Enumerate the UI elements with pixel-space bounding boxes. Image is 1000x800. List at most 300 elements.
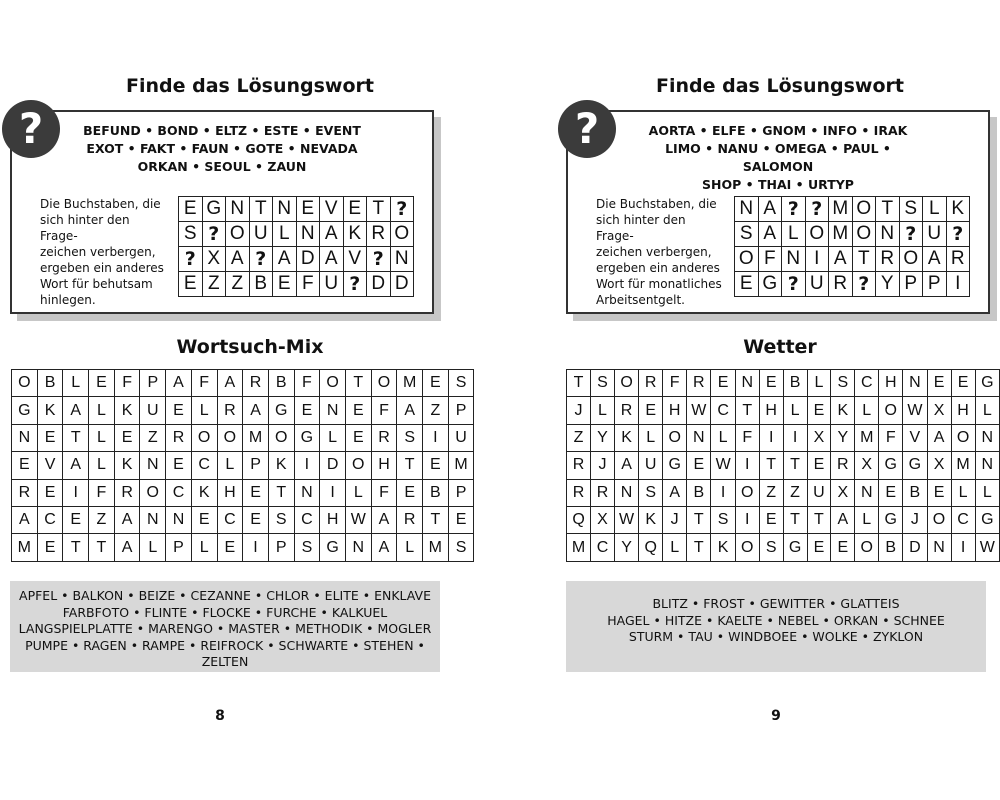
instruction-line: ergeben ein anderes (596, 261, 720, 275)
grid-cell: I (946, 272, 970, 297)
word-line: BLITZ • FROST • GEWITTER • GLATTEIS (652, 596, 900, 611)
grid-cell: L (783, 397, 807, 424)
grid-cell: A (831, 506, 855, 533)
grid-cell: B (423, 479, 449, 506)
grid-cell: T (687, 506, 711, 533)
grid-cell: N (345, 534, 371, 561)
grid-cell: K (831, 397, 855, 424)
grid-cell: ? (367, 247, 391, 272)
grid-cell: P (448, 479, 474, 506)
grid-cell: T (783, 506, 807, 533)
grid-row (567, 370, 1000, 397)
grid-cell: N (140, 452, 166, 479)
grid-row (567, 452, 1000, 479)
grid-cell: G (320, 534, 346, 561)
grid-cell: O (879, 397, 903, 424)
puzzle-title: Finde das Lösungswort (656, 75, 904, 97)
grid-row (735, 197, 970, 222)
grid-cell: P (166, 534, 192, 561)
grid-cell: N (903, 370, 927, 397)
word-line: HAGEL • HITZE • KAELTE • NEBEL • ORKAN • SCHNEE (607, 612, 945, 628)
grid-cell: E (37, 534, 63, 561)
grid-cell: Y (614, 534, 638, 561)
grid-cell: L (217, 452, 243, 479)
grid-cell: H (217, 479, 243, 506)
grid-cell: D (390, 272, 414, 297)
grid-cell: O (735, 247, 759, 272)
grid-cell: D (903, 534, 927, 561)
grid-cell: O (805, 222, 829, 247)
grid-cell: T (852, 247, 876, 272)
grid-cell: M (12, 534, 38, 561)
grid-cell: N (226, 197, 250, 222)
grid-cell: I (423, 424, 449, 451)
grid-cell: J (567, 397, 591, 424)
grid-cell: F (758, 247, 782, 272)
grid-cell: W (345, 506, 371, 533)
grid-cell: E (927, 479, 951, 506)
grid-cell: O (852, 222, 876, 247)
grid-cell: C (951, 506, 975, 533)
grid-cell: Z (759, 479, 783, 506)
grid-cell: L (855, 506, 879, 533)
grid-cell: R (12, 479, 38, 506)
grid-cell: C (217, 506, 243, 533)
grid-cell: H (320, 506, 346, 533)
grid-cell: F (371, 397, 397, 424)
grid-cell: V (343, 247, 367, 272)
grid-cell: O (614, 370, 638, 397)
grid-cell: Z (202, 272, 226, 297)
grid-cell: K (946, 197, 970, 222)
grid-cell: E (243, 479, 269, 506)
grid-cell: U (805, 272, 829, 297)
grid-cell: I (320, 479, 346, 506)
letter-grid (734, 196, 970, 297)
grid-cell: X (202, 247, 226, 272)
grid-cell: ? (179, 247, 203, 272)
grid-cell: B (268, 370, 294, 397)
grid-cell: L (807, 370, 831, 397)
grid-cell: I (735, 452, 759, 479)
grid-cell: C (166, 479, 192, 506)
instruction-line: sich hinter den Frage- (596, 213, 686, 243)
grid-cell: S (711, 506, 735, 533)
grid-cell: L (855, 397, 879, 424)
grid-cell: L (345, 479, 371, 506)
grid-cell: R (397, 506, 423, 533)
grid-cell: D (320, 452, 346, 479)
word-list (628, 122, 928, 194)
grid-cell: S (639, 479, 663, 506)
grid-row (12, 452, 474, 479)
grid-cell: A (217, 370, 243, 397)
grid-cell: S (179, 222, 203, 247)
word-line: LIMO • NANU • OMEGA • PAUL • SALOMON (665, 141, 891, 174)
grid-cell: U (140, 397, 166, 424)
grid-cell: R (876, 247, 900, 272)
grid-cell: W (975, 534, 999, 561)
grid-cell: S (294, 534, 320, 561)
grid-cell: H (371, 452, 397, 479)
grid-cell: E (448, 506, 474, 533)
grid-cell: Z (567, 424, 591, 451)
grid-cell: N (687, 424, 711, 451)
grid-cell: L (397, 534, 423, 561)
grid-cell: G (975, 370, 999, 397)
grid-cell: F (371, 479, 397, 506)
grid-cell: E (296, 197, 320, 222)
grid-cell: E (927, 370, 951, 397)
grid-cell: S (591, 370, 615, 397)
grid-row (735, 247, 970, 272)
grid-cell: N (320, 397, 346, 424)
grid-cell: M (423, 534, 449, 561)
grid-cell: L (63, 370, 89, 397)
grid-cell: U (639, 452, 663, 479)
grid-cell: T (759, 452, 783, 479)
grid-cell: A (829, 247, 853, 272)
grid-cell: V (320, 197, 344, 222)
grid-cell: E (345, 424, 371, 451)
puzzle-title: Finde das Lösungswort (126, 75, 374, 97)
grid-cell: O (735, 534, 759, 561)
grid-cell: E (273, 272, 297, 297)
grid-cell: L (140, 534, 166, 561)
grid-cell: O (191, 424, 217, 451)
grid-cell: G (879, 452, 903, 479)
grid-cell: P (448, 397, 474, 424)
grid-cell: R (687, 370, 711, 397)
grid-cell: M (397, 370, 423, 397)
grid-cell: W (711, 452, 735, 479)
grid-cell: E (345, 397, 371, 424)
grid-cell: N (166, 506, 192, 533)
grid-cell: E (12, 452, 38, 479)
grid-cell: U (320, 272, 344, 297)
grid-row (12, 424, 474, 451)
word-line: APFEL • BALKON • BEIZE • CEZANNE • CHLOR • ELITE • ENKLAVE (19, 588, 431, 603)
grid-cell: I (63, 479, 89, 506)
grid-cell: F (294, 370, 320, 397)
instruction-line: Wort für monatliches (596, 277, 722, 291)
grid-cell: C (591, 534, 615, 561)
grid-cell: R (614, 397, 638, 424)
instruction-line: zeichen verbergen, (40, 245, 156, 259)
grid-cell: U (923, 222, 947, 247)
grid-cell: E (831, 534, 855, 561)
grid-cell: V (903, 424, 927, 451)
grid-cell: G (758, 272, 782, 297)
grid-cell: K (37, 397, 63, 424)
grid-cell: O (268, 424, 294, 451)
grid-cell: S (268, 506, 294, 533)
grid-cell: Z (140, 424, 166, 451)
grid-cell: E (63, 506, 89, 533)
grid-cell: R (371, 424, 397, 451)
grid-cell: H (879, 370, 903, 397)
grid-cell: T (807, 506, 831, 533)
page-number: 9 (771, 708, 781, 724)
grid-cell: N (855, 479, 879, 506)
grid-cell: E (423, 452, 449, 479)
grid-cell: G (903, 452, 927, 479)
grid-cell: A (114, 506, 140, 533)
grid-row (12, 370, 474, 397)
grid-cell: A (923, 247, 947, 272)
grid-cell: A (371, 534, 397, 561)
grid-cell: A (397, 397, 423, 424)
grid-cell: ? (852, 272, 876, 297)
grid-cell: ? (805, 197, 829, 222)
grid-cell: P (140, 370, 166, 397)
word-line: SHOP • THAI • URTYP (702, 177, 854, 192)
question-mark-circle-icon: ? (558, 100, 616, 158)
grid-row (179, 272, 414, 297)
grid-cell: K (114, 452, 140, 479)
grid-cell: B (879, 534, 903, 561)
grid-row (567, 397, 1000, 424)
instruction-line: Wort für behutsam (40, 277, 153, 291)
grid-cell: T (268, 479, 294, 506)
grid-cell: Y (876, 272, 900, 297)
grid-cell: E (951, 370, 975, 397)
grid-cell: A (758, 222, 782, 247)
grid-cell: P (268, 534, 294, 561)
grid-row (12, 506, 474, 533)
grid-cell: A (273, 247, 297, 272)
grid-cell: L (273, 222, 297, 247)
grid-cell: S (759, 534, 783, 561)
grid-cell: E (807, 397, 831, 424)
search-title: Wortsuch-Mix (176, 336, 324, 358)
grid-cell: Q (639, 534, 663, 561)
grid-cell: N (927, 534, 951, 561)
grid-cell: F (191, 370, 217, 397)
grid-cell: T (876, 197, 900, 222)
grid-cell: O (899, 247, 923, 272)
grid-row (12, 534, 474, 561)
grid-cell: R (567, 479, 591, 506)
word-line: ORKAN • SEOUL • ZAUN (137, 159, 307, 174)
instruction-line: ergeben ein anderes (40, 261, 164, 275)
grid-cell: V (37, 452, 63, 479)
grid-cell: H (951, 397, 975, 424)
word-line: PUMPE • RAGEN • RAMPE • REIFROCK • SCHWARTE • STEHEN • ZELTEN (25, 637, 425, 669)
grid-cell: O (852, 197, 876, 222)
grid-cell: I (711, 479, 735, 506)
grid-cell: X (591, 506, 615, 533)
grid-cell: F (89, 479, 115, 506)
grid-cell: H (759, 397, 783, 424)
grid-cell: A (614, 452, 638, 479)
grid-cell: E (166, 397, 192, 424)
grid-cell: L (639, 424, 663, 451)
grid-cell: ? (249, 247, 273, 272)
grid-cell: D (296, 247, 320, 272)
grid-cell: A (320, 222, 344, 247)
grid-cell: Z (89, 506, 115, 533)
grid-cell: L (191, 534, 217, 561)
grid-cell: G (663, 452, 687, 479)
grid-cell: A (63, 452, 89, 479)
grid-cell: R (217, 397, 243, 424)
grid-cell: A (758, 197, 782, 222)
grid-cell: E (179, 197, 203, 222)
grid-cell: E (191, 506, 217, 533)
word-line: AORTA • ELFE • GNOM • INFO • IRAK (648, 123, 908, 138)
grid-cell: A (371, 506, 397, 533)
word-line: FARBFOTO • FLINTE • FLOCKE • FURCHE • KALKUEL (62, 604, 388, 620)
grid-cell: E (807, 452, 831, 479)
grid-cell: M (448, 452, 474, 479)
instruction-line: sich hinter den Frage- (40, 213, 130, 243)
grid-cell: N (273, 197, 297, 222)
grid-cell: R (166, 424, 192, 451)
word-line: EXOT • FAKT • FAUN • GOTE • NEVADA (86, 141, 358, 156)
grid-cell: ? (202, 222, 226, 247)
grid-cell: Z (423, 397, 449, 424)
grid-cell: R (639, 370, 663, 397)
grid-cell: L (782, 222, 806, 247)
grid-row (567, 534, 1000, 561)
grid-cell: E (166, 452, 192, 479)
grid-row (12, 397, 474, 424)
grid-cell: N (735, 370, 759, 397)
grid-cell: L (951, 479, 975, 506)
grid-cell: O (320, 370, 346, 397)
grid-cell: L (191, 397, 217, 424)
grid-cell: O (217, 424, 243, 451)
grid-cell: A (927, 424, 951, 451)
instruction-line: hinlegen. (40, 293, 96, 307)
grid-cell: Z (226, 272, 250, 297)
grid-cell: P (923, 272, 947, 297)
grid-cell: N (876, 222, 900, 247)
grid-row (735, 222, 970, 247)
grid-cell: T (783, 452, 807, 479)
grid-cell: P (243, 452, 269, 479)
grid-cell: N (12, 424, 38, 451)
grid-row (179, 247, 414, 272)
grid-cell: M (951, 452, 975, 479)
grid-cell: G (12, 397, 38, 424)
grid-cell: T (735, 397, 759, 424)
grid-cell: C (37, 506, 63, 533)
grid-cell: L (591, 397, 615, 424)
grid-cell: M (855, 424, 879, 451)
grid-cell: D (367, 272, 391, 297)
grid-cell: K (614, 424, 638, 451)
grid-cell: T (397, 452, 423, 479)
instruction-line: Die Buchstaben, die (596, 197, 717, 211)
grid-cell: C (855, 370, 879, 397)
grid-cell: A (166, 370, 192, 397)
grid-cell: F (879, 424, 903, 451)
grid-cell: L (975, 479, 999, 506)
grid-cell: U (249, 222, 273, 247)
grid-cell: E (397, 479, 423, 506)
grid-cell: ? (782, 272, 806, 297)
word-search-grid (566, 369, 1000, 562)
grid-cell: E (759, 506, 783, 533)
grid-cell: ? (782, 197, 806, 222)
grid-cell: Y (591, 424, 615, 451)
grid-cell: R (367, 222, 391, 247)
grid-cell: ? (946, 222, 970, 247)
grid-cell: E (343, 197, 367, 222)
grid-cell: R (114, 479, 140, 506)
grid-cell: H (663, 397, 687, 424)
grid-cell: S (899, 197, 923, 222)
grid-cell: E (294, 397, 320, 424)
grid-cell: B (687, 479, 711, 506)
grid-cell: O (927, 506, 951, 533)
grid-cell: G (202, 197, 226, 222)
grid-cell: O (951, 424, 975, 451)
grid-cell: R (946, 247, 970, 272)
grid-cell: W (903, 397, 927, 424)
grid-cell: E (711, 370, 735, 397)
grid-cell: N (782, 247, 806, 272)
grid-cell: S (831, 370, 855, 397)
grid-cell: L (923, 197, 947, 222)
question-mark-circle-icon: ? (2, 100, 60, 158)
grid-cell: T (63, 424, 89, 451)
grid-cell: C (191, 452, 217, 479)
grid-cell: A (320, 247, 344, 272)
grid-cell: X (855, 452, 879, 479)
grid-cell: A (226, 247, 250, 272)
grid-cell: P (899, 272, 923, 297)
grid-cell: O (735, 479, 759, 506)
instructions (40, 196, 170, 308)
grid-row (567, 479, 1000, 506)
grid-cell: G (294, 424, 320, 451)
grid-cell: E (37, 479, 63, 506)
instruction-line: Arbeitsentgelt. (596, 293, 685, 307)
grid-cell: F (296, 272, 320, 297)
grid-cell: X (807, 424, 831, 451)
grid-cell: M (829, 222, 853, 247)
grid-cell: L (320, 424, 346, 451)
grid-cell: I (243, 534, 269, 561)
grid-row (12, 479, 474, 506)
grid-cell: L (975, 397, 999, 424)
grid-cell: B (903, 479, 927, 506)
grid-cell: U (807, 479, 831, 506)
grid-cell: K (711, 534, 735, 561)
grid-cell: A (243, 397, 269, 424)
grid-cell: N (975, 424, 999, 451)
grid-cell: K (343, 222, 367, 247)
grid-row (567, 424, 1000, 451)
grid-cell: E (114, 424, 140, 451)
grid-cell: T (249, 197, 273, 222)
grid-cell: E (735, 272, 759, 297)
grid-cell: R (567, 452, 591, 479)
grid-cell: W (687, 397, 711, 424)
grid-cell: K (114, 397, 140, 424)
grid-cell: O (345, 452, 371, 479)
grid-cell: O (226, 222, 250, 247)
grid-cell: ? (343, 272, 367, 297)
grid-cell: E (639, 397, 663, 424)
grid-cell: W (614, 506, 638, 533)
grid-cell: K (191, 479, 217, 506)
grid-row (567, 506, 1000, 533)
grid-cell: E (423, 370, 449, 397)
